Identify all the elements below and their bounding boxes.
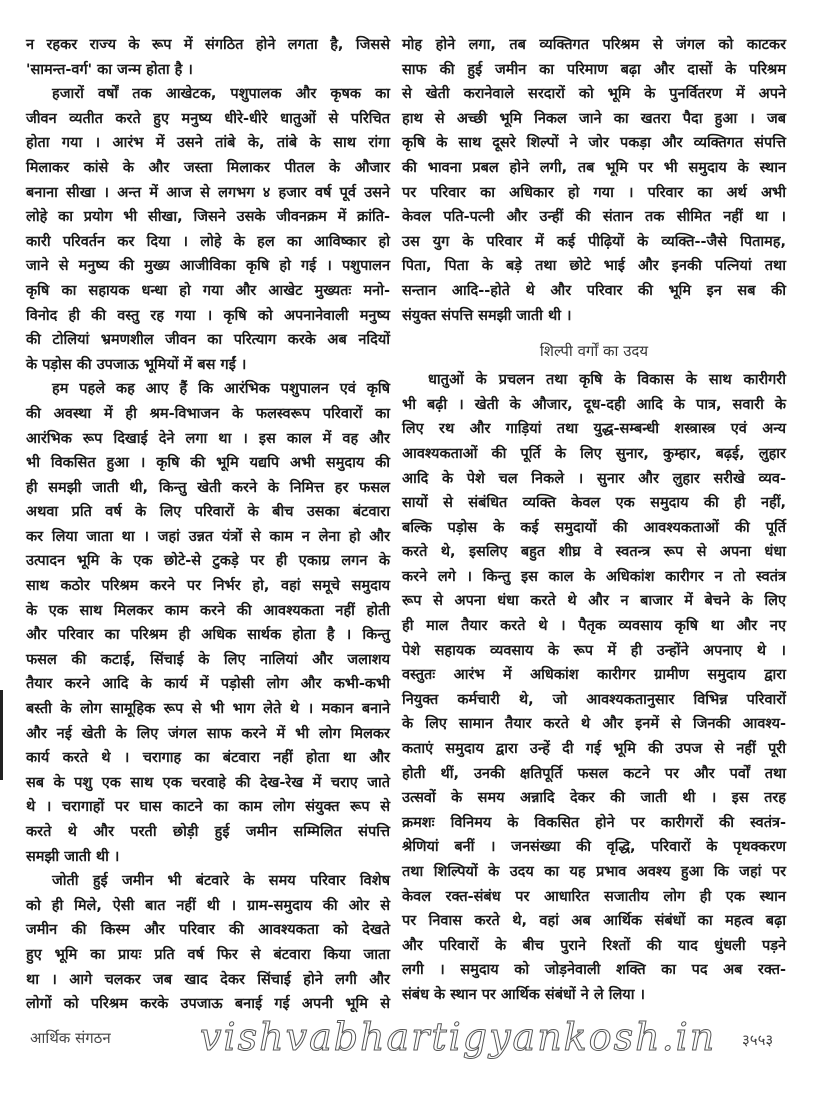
text-line: धातुओं के प्रचलन तथा कृषि के विकास के साथ कारीगरी [428,372,786,389]
text-line: केवल पति-पत्नी और उन्हीं की संतान तक सीमित नहीं था । [402,209,786,226]
text-line: आदि के पेशे चल निकले । सुनार और लुहार सरीखे व्यव- [402,470,786,487]
text-line: आवश्यकताओं की पूर्ति के लिए सुनार, कुम्हार, बढ़ई, लुहार [402,445,786,462]
text-line: केवल रक्त-संबंध पर आधारित सजातीय लोग ही एक स्थान [402,888,786,905]
text-line: करने लगे । किन्तु इस काल के अधिकांश कारीगर न तो स्वतंत्र [402,568,786,585]
text-line: तैयार करने आदि के कार्य में पड़ोसी लोग और कभी-कभी [26,676,390,693]
text-line: भी बढ़ी । खेती के औजार, दूध-दही आदि के पात्र, सवारी के [402,396,786,413]
text-line: पिता, पिता के बड़े तथा छोटे भाई और इनकी पत्नियां तथा [402,258,786,275]
text-line: की भावना प्रबल होने लगी, तब भूमि पर भी समुदाय के स्थान [402,159,786,176]
text-line: ही माल तैयार करते थे । पैतृक व्यवसाय कृषि था और नए [402,618,786,635]
paragraph [402,368,786,1007]
text-line: साथ कठोर परिश्रम करने पर निर्भर हो, वहां समूचे समुदाय [26,578,390,595]
text-line: जमीन की किस्म और परिवार की आवश्यकता को देखते [26,922,390,939]
text-line: थे । चरागाहों पर घास काटने का काम लोग संयुक्त रूप से [26,799,390,816]
text-line: आरंभिक रूप दिखाई देने लगा था । इस काल में वह और [26,430,390,447]
paragraph [26,869,390,1017]
text-line: के पड़ोस की उपजाऊ भूमियों में बस गईं । [26,356,247,373]
text-line: कृषि का सहायक धन्धा हो गया और आखेट मुख्यतः मनो- [26,282,390,299]
text-line: कार्य करते थे । चरागाह का बंटवारा नहीं होता था और [26,750,390,767]
text-line: लोगों को परिश्रम करके उपजाऊ बनाई गई अपनी भूमि से [26,996,390,1013]
text-line: सन्तान आदि--होते थे और परिवार की भूमि इन सब की [402,282,786,299]
text-line: और परिवार का परिश्रम ही अधिक सार्थक होता है । किन्तु [26,627,390,644]
text-line: जाने से मनुष्य की मुख्य आजीविका कृषि हो गई । पशुपालन [26,258,390,275]
text-line: लिए रथ और गाड़ियां तथा युद्ध-सम्बन्धी शस्त्रास्त्र एवं अन्य [402,421,786,438]
text-line: जीवन व्यतीत करते हुए मनुष्य धीरे-धीरे धातुओं से परिचित [26,110,390,127]
text-line: और नई खेती के लिए जंगल साफ करने में भी लोग मिलकर [26,725,390,742]
text-line: होता गया । आरंभ में उसने तांबे के, तांबे के साथ रांगा [26,135,390,152]
text-line: और परिवारों के बीच पुराने रिश्तों की याद धुंधली पड़ने [402,937,786,954]
text-line: पर परिवार का अधिकार हो गया । परिवार का अर्थ अभी [402,184,786,201]
text-line: उत्सवों के समय अन्नादि देकर की जाती थी । इस तरह [402,790,786,807]
text-line: लगी । समुदाय को जोड़नेवाली शक्ति का पद अब रक्त- [402,962,786,979]
text-line: को ही मिले, ऐसी बात नहीं थी । ग्राम-समुदाय की ओर से [26,897,390,914]
text-line: नियुक्त कर्मचारी थे, जो आवश्यकतानुसार विभिन्न परिवारों [402,691,786,708]
text-line: मिलाकर कांसे के और जस्ता मिलाकर पीतल के औजार [26,159,390,176]
text-line: वस्तुतः आरंभ में अधिकांश कारीगर ग्रामीण समुदाय द्वारा [402,667,786,684]
scan-edge-mark [0,690,3,780]
left-column [26,33,390,1017]
text-line: श्रेणियां बनीं । जनसंख्या की वृद्धि, परिवारों के पृथक्करण [402,839,786,856]
running-title: आर्थिक संगठन [30,1029,111,1047]
text-line: कर लिया जाता था । जहां उन्नत यंत्रों से काम न लेना हो और [26,528,390,545]
text-line: कताएं समुदाय द्वारा उन्हें दी गई भूमि की उपज से नहीं पूरी [402,741,786,758]
text-line: होती थीं, उनकी क्षतिपूर्ति फसल कटने पर और पर्वों तथा [402,765,786,782]
text-line: तथा शिल्पियों के उदय का यह प्रभाव अवश्य हुआ कि जहां पर [402,864,786,880]
text-line: पेशे सहायक व्यवसाय के रूप में ही उन्होंने अपनाए थे । [402,642,786,659]
text-line: साफ की हुई जमीन का परिमाण बढ़ा और दासों के परिश्रम [402,61,786,78]
text-line: हजारों वर्षों तक आखेटक, पशुपालक और कृषक का [52,86,390,103]
text-line: 'सामन्त-वर्ग' का जन्म होता है । [26,61,193,78]
text-line: पर निवास करते थे, वहां अब आर्थिक संबंधों का महत्व बढ़ा [402,913,786,930]
text-line: करते थे और परती छोड़ी हुई जमीन सम्मिलित संपत्ति [26,824,390,840]
text-line: हम पहले कह आए हैं कि आरंभिक पशुपालन एवं कृषि [52,381,390,398]
section-heading: शिल्पी वर्गों का उदय [539,342,649,361]
watermark: vishvabhartigyankosh.in [200,1015,717,1059]
text-line: मोह होने लगा, तब व्यक्तिगत परिश्रम से जंगल को काटकर [402,37,786,53]
text-line: विनोद ही की वस्तु रह गया । कृषि को अपनानेवाली मनुष्य [26,307,390,324]
text-line: की अवस्था में ही श्रम-विभाजन के फलस्वरूप परिवारों का [26,405,390,422]
text-line: से खेती करानेवाले सरदारों को भूमि के पुनर्वितरण में अपने [402,86,786,103]
text-line: उत्पादन भूमि के एक छोटे-से टुकड़े पर ही एकाग्र लगन के [26,553,390,570]
text-line: समझी जाती थी । [26,848,120,865]
text-line: क्रमशः विनिमय के विकसित होने पर कारीगरों की स्वतंत्र- [402,814,786,831]
text-line: ही समझी जाती थी, किन्तु खेती करने के निमित्त हर फसल [26,479,390,496]
text-line: करते थे, इसलिए बहुत शीघ्र वे स्वतन्त्र रूप से अपना धंधा [402,544,786,561]
text-line: जोती हुई जमीन भी बंटवारे के समय परिवार विशेष [52,873,390,890]
paragraph [402,33,786,328]
text-line: बनाना सीखा । अन्त में आज से लगभग ४ हजार वर्ष पूर्व उसने [26,184,390,201]
text-line: हुए भूमि का प्रायः प्रति वर्ष फिर से बंटवारा किया जाता [26,946,390,963]
right-column [402,33,786,1008]
page-number: ३५५३ [742,1031,774,1049]
text-line: की टोलियां भ्रमणशील जीवन का परित्याग करके अब नदियों [26,332,390,349]
text-line: था । आगे चलकर जब खाद देकर सिंचाई होने लगी और [26,971,390,988]
text-line: भी विकसित हुआ । कृषि की भूमि यद्यपि अभी समुदाय की [26,455,390,472]
paragraph [26,82,390,377]
paragraph [26,377,390,869]
text-line: सब के पशु एक साथ एक चरवाहे की देख-रेख में चराए जाते [26,774,390,791]
text-line: सायों से संबंधित व्यक्ति केवल एक समुदाय की ही नहीं, [402,495,786,512]
text-line: कृषि के साथ दूसरे शिल्पों ने जोर पकड़ा और व्यक्तिगत संपत्ति [402,135,786,152]
text-line: अथवा प्रति वर्ष के लिए परिवारों के बीच उसका बंटवारा [26,504,390,521]
paragraph [26,33,390,82]
text-line: फसल की कटाई, सिंचाई के लिए नालियां और जलाशय [26,651,390,668]
text-line: बल्कि पड़ोस के कई समुदायों की आवश्यकताओं की पूर्ति [402,519,786,536]
text-line: लोहे का प्रयोग भी सीखा, जिसने उसके जीवनक्रम में क्रांति- [26,209,390,226]
text-line: संबंध के स्थान पर आर्थिक संबंधों ने ले लिया । [402,986,646,1003]
text-line: के एक साथ मिलकर काम करने की आवश्यकता नहीं होती [26,602,390,619]
text-line: बस्ती के लोग सामूहिक रूप से भी भाग लेते थे । मकान बनाने [26,701,390,718]
text-line: न रहकर राज्य के रूप में संगठित होने लगता है, जिससे [26,37,390,53]
text-line: उस युग के परिवार में कई पीढ़ियों के व्यक्ति--जैसे पितामह, [402,233,786,250]
text-line: संयुक्त संपत्ति समझी जाती थी । [402,307,572,324]
text-line: रूप से अपना धंधा करते थे और न बाजार में बेचने के लिए [402,593,786,610]
text-line: कारी परिवर्तन कर दिया । लोहे के हल का आविष्कार हो [26,233,390,250]
text-line: के लिए सामान तैयार करते थे और इनमें से जिनकी आवश्य- [402,716,786,733]
text-line: हाथ से अच्छी भूमि निकल जाने का खतरा पैदा हुआ । जब [402,110,786,127]
